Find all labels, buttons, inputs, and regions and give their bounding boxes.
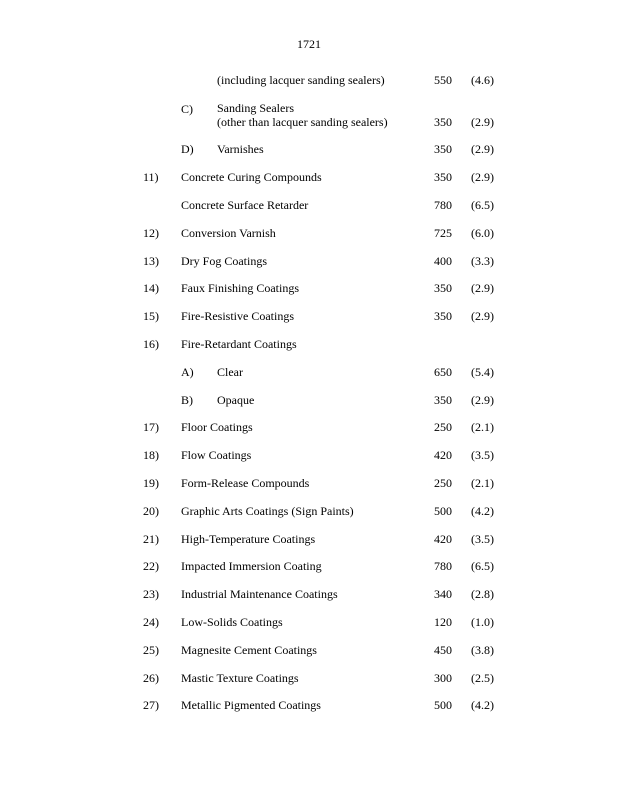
table-row <box>0 225 618 241</box>
limit-lb-per-gal: (5.4) <box>471 365 494 379</box>
limit-lb-per-gal: (3.3) <box>471 254 494 268</box>
item-label: (including lacquer sanding sealers) <box>217 73 385 87</box>
table-row <box>0 447 618 463</box>
table-row <box>0 503 618 519</box>
limit-lb-per-gal: (2.8) <box>471 587 494 601</box>
limit-g-per-l: 350 <box>434 281 452 295</box>
item-number: 25) <box>143 643 159 657</box>
limit-g-per-l: 420 <box>434 532 452 546</box>
limit-lb-per-gal: (2.5) <box>471 671 494 685</box>
sub-item-letter: D) <box>181 142 194 156</box>
limit-g-per-l: 550 <box>434 73 452 87</box>
item-number: 24) <box>143 615 159 629</box>
item-number: 21) <box>143 532 159 546</box>
limit-g-per-l: 350 <box>434 393 452 407</box>
item-label-continuation: (other than lacquer sanding sealers) <box>217 115 388 129</box>
table-row <box>0 197 618 213</box>
item-label: Opaque <box>217 393 255 407</box>
item-number: 13) <box>143 254 159 268</box>
limit-g-per-l: 300 <box>434 671 452 685</box>
limit-g-per-l: 780 <box>434 559 452 573</box>
limit-g-per-l: 120 <box>434 615 452 629</box>
limit-lb-per-gal: (1.0) <box>471 615 494 629</box>
item-label: Form-Release Compounds <box>181 476 310 490</box>
limit-g-per-l: 350 <box>434 142 452 156</box>
table-row <box>0 100 618 130</box>
limit-lb-per-gal: (6.5) <box>471 198 494 212</box>
table-row <box>0 336 618 352</box>
item-number: 26) <box>143 671 159 685</box>
table-row <box>0 280 618 296</box>
limit-g-per-l: 450 <box>434 643 452 657</box>
limit-lb-per-gal: (2.1) <box>471 420 494 434</box>
item-number: 12) <box>143 226 159 240</box>
table-row <box>0 308 618 324</box>
limit-lb-per-gal: (2.9) <box>471 281 494 295</box>
table-row <box>0 642 618 658</box>
limit-g-per-l: 650 <box>434 365 452 379</box>
item-label: Dry Fog Coatings <box>181 254 268 268</box>
item-label: Fire-Retardant Coatings <box>181 337 297 351</box>
item-number: 11) <box>143 170 159 184</box>
table-row <box>0 253 618 269</box>
table-row <box>0 586 618 602</box>
item-label: Concrete Surface Retarder <box>181 198 309 212</box>
table-row <box>0 169 618 185</box>
limit-lb-per-gal: (3.5) <box>471 448 494 462</box>
limit-g-per-l: 350 <box>434 170 452 184</box>
limit-lb-per-gal: (4.6) <box>471 73 494 87</box>
page-number: 1721 <box>297 37 321 51</box>
limit-g-per-l: 350 <box>434 309 452 323</box>
item-number: 16) <box>143 337 159 351</box>
table-row <box>0 531 618 547</box>
item-label: Industrial Maintenance Coatings <box>181 587 338 601</box>
limit-g-per-l: 500 <box>434 698 452 712</box>
item-label: Sanding Sealers <box>217 101 294 115</box>
item-label: Concrete Curing Compounds <box>181 170 322 184</box>
limit-g-per-l: 500 <box>434 504 452 518</box>
item-label: Floor Coatings <box>181 420 253 434</box>
table-row <box>0 697 618 713</box>
limit-lb-per-gal: (6.5) <box>471 559 494 573</box>
table-row <box>0 558 618 574</box>
item-label: Conversion Varnish <box>181 226 276 240</box>
limit-lb-per-gal: (3.8) <box>471 643 494 657</box>
item-number: 22) <box>143 559 159 573</box>
limit-g-per-l: 400 <box>434 254 452 268</box>
item-label: Impacted Immersion Coating <box>181 559 322 573</box>
table-row <box>0 475 618 491</box>
limit-g-per-l: 340 <box>434 587 452 601</box>
limit-lb-per-gal: (4.2) <box>471 504 494 518</box>
limit-g-per-l: 250 <box>434 420 452 434</box>
item-label: Mastic Texture Coatings <box>181 671 299 685</box>
table-row <box>0 72 618 88</box>
table-row <box>0 141 618 157</box>
item-number: 19) <box>143 476 159 490</box>
item-label: Graphic Arts Coatings (Sign Paints) <box>181 504 354 518</box>
item-label: Varnishes <box>217 142 264 156</box>
sub-item-letter: B) <box>181 393 193 407</box>
item-label: Clear <box>217 365 243 379</box>
item-number: 17) <box>143 420 159 434</box>
item-number: 18) <box>143 448 159 462</box>
item-label: Metallic Pigmented Coatings <box>181 698 321 712</box>
limit-lb-per-gal: (2.9) <box>471 393 494 407</box>
limit-g-per-l: 420 <box>434 448 452 462</box>
table-row <box>0 670 618 686</box>
table-row <box>0 614 618 630</box>
item-label: Flow Coatings <box>181 448 252 462</box>
limit-lb-per-gal: (3.5) <box>471 532 494 546</box>
limit-g-per-l: 250 <box>434 476 452 490</box>
limit-g-per-l: 350 <box>434 115 452 129</box>
item-label: Magnesite Cement Coatings <box>181 643 317 657</box>
table-row <box>0 392 618 408</box>
item-number: 27) <box>143 698 159 712</box>
item-label: High-Temperature Coatings <box>181 532 316 546</box>
limit-lb-per-gal: (2.9) <box>471 170 494 184</box>
table-row <box>0 364 618 380</box>
limit-g-per-l: 780 <box>434 198 452 212</box>
item-label: Fire-Resistive Coatings <box>181 309 294 323</box>
limit-lb-per-gal: (6.0) <box>471 226 494 240</box>
sub-item-letter: C) <box>181 102 193 116</box>
item-label: Faux Finishing Coatings <box>181 281 300 295</box>
table-row <box>0 419 618 435</box>
item-label: Low-Solids Coatings <box>181 615 283 629</box>
item-number: 14) <box>143 281 159 295</box>
limit-lb-per-gal: (4.2) <box>471 698 494 712</box>
limit-lb-per-gal: (2.1) <box>471 476 494 490</box>
limit-g-per-l: 725 <box>434 226 452 240</box>
item-number: 15) <box>143 309 159 323</box>
limit-lb-per-gal: (2.9) <box>471 142 494 156</box>
item-number: 23) <box>143 587 159 601</box>
sub-item-letter: A) <box>181 365 194 379</box>
limit-lb-per-gal: (2.9) <box>471 115 494 129</box>
limit-lb-per-gal: (2.9) <box>471 309 494 323</box>
item-number: 20) <box>143 504 159 518</box>
